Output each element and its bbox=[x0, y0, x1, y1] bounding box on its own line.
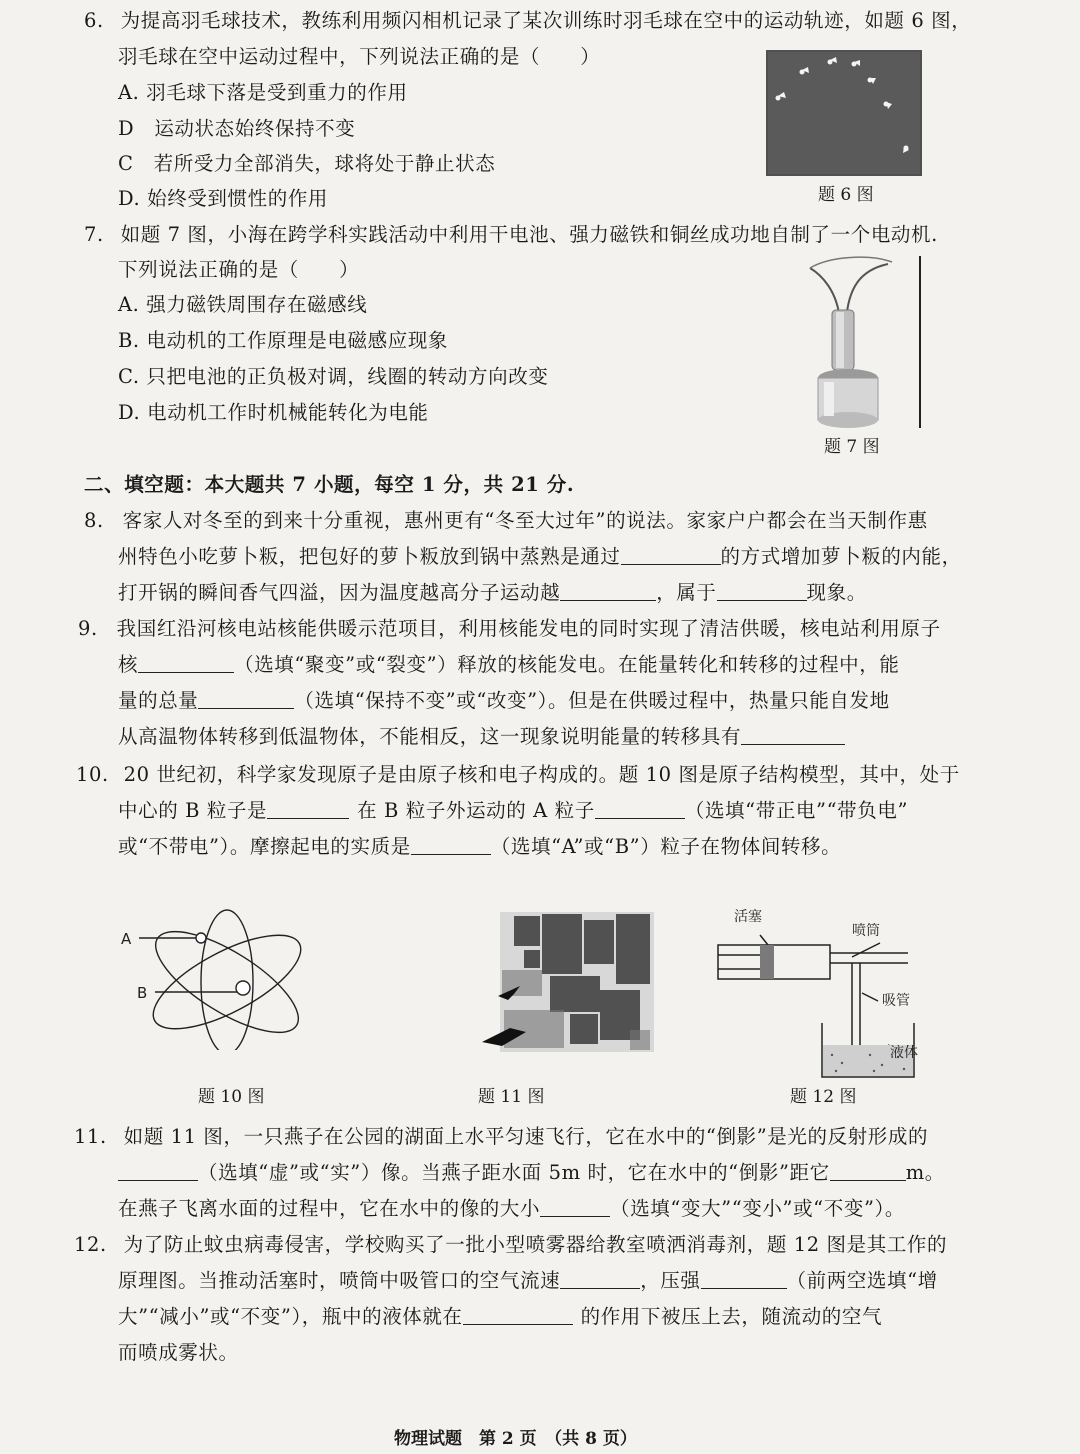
figure-6-photo bbox=[766, 50, 922, 176]
q9-line2: 核 （选填“聚变”或“裂变”）释放的核能发电。在能量转化和转移的过程中，能 bbox=[118, 653, 900, 676]
page-footer: 物理试题 第 2 页 （共 8 页） bbox=[394, 1429, 637, 1449]
q7-option-c: C. 只把电池的正负极对调，线圈的转动方向改变 bbox=[118, 365, 549, 388]
q9-blank-3 bbox=[741, 724, 845, 745]
q7-line1: 7. 如题 7 图，小海在跨学科实践活动中利用干电池、强力磁铁和铜丝成功地自制了一个电动机. bbox=[84, 223, 938, 246]
q9-line3: 量的总量 （选填“保持不变”或“改变”）。但是在供暖过程中，热量只能自发地 bbox=[118, 689, 890, 712]
q12-number: 12. bbox=[74, 1233, 107, 1256]
q11-blank-2 bbox=[830, 1160, 906, 1181]
section-2-title: 二、填空题：本大题共 7 小题，每空 1 分，共 21 分. bbox=[84, 473, 575, 496]
q9-blank-1 bbox=[138, 652, 234, 673]
q8-blank-1 bbox=[621, 544, 721, 565]
q8-line2: 州特色小吃萝卜粄，把包好的萝卜粄放到锅中蒸熟是通过 的方式增加萝卜粄的内能， bbox=[118, 545, 962, 568]
q11-line1: 11. 如题 11 图，一只燕子在公园的湖面上水平匀速飞行，它在水中的“倒影”是光的反射形成的 bbox=[74, 1125, 929, 1148]
q12-blank-1 bbox=[560, 1268, 640, 1289]
q6-option-d: D. 始终受到惯性的作用 bbox=[118, 187, 329, 210]
q7-line2: 下列说法正确的是（ ） bbox=[118, 258, 360, 281]
figure-10-label-b: B bbox=[137, 984, 148, 1002]
q12-line2: 原理图。当推动活塞时，喷筒中吸管口的空气流速 ，压强 （前两空选填“增 bbox=[118, 1269, 938, 1292]
q10-number: 10. bbox=[76, 763, 109, 786]
figure-10-caption: 题 10 图 bbox=[198, 1087, 265, 1107]
figure-10-label-a: A bbox=[121, 930, 132, 948]
figure-12-label-tube: 喷筒 bbox=[852, 923, 880, 939]
figure-12-label-straw: 吸管 bbox=[882, 993, 910, 1009]
q8-line3: 打开锅的瞬间香气四溢，因为温度越高分子运动越 ，属于 现象。 bbox=[118, 581, 867, 604]
q10-blank-3 bbox=[411, 834, 491, 855]
q8-line1: 8. 客家人对冬至的到来十分重视，惠州更有“冬至大过年”的说法。家家户户都会在当天制作惠 bbox=[84, 509, 928, 532]
q6-option-a: A. 羽毛球下落是受到重力的作用 bbox=[118, 81, 408, 104]
q10-line2: 中心的 B 粒子是 在 B 粒子外运动的 A 粒子 （选填“带正电”“带负电” bbox=[118, 799, 909, 822]
q11-line2: （选填“虚”或“实”）像。当燕子距水面 5m 时，它在水中的“倒影”距它 m。 bbox=[118, 1160, 945, 1186]
q8-blank-3 bbox=[717, 580, 807, 601]
figure-12-label-piston: 活塞 bbox=[734, 909, 762, 925]
q12-line4: 而喷成雾状。 bbox=[118, 1341, 239, 1364]
q10-blank-1 bbox=[267, 798, 349, 819]
q7-number: 7. bbox=[84, 223, 104, 246]
figure-11-caption: 题 11 图 bbox=[478, 1087, 545, 1107]
figure-6-caption: 题 6 图 bbox=[818, 185, 874, 205]
q12-blank-3 bbox=[463, 1304, 573, 1325]
q12-line3: 大”“减小”或“不变”），瓶中的液体就在 的作用下被压上去，随流动的空气 bbox=[118, 1305, 883, 1328]
q6-option-c: C 若所受力全部消失，球将处于静止状态 bbox=[118, 152, 496, 175]
figure-7-caption: 题 7 图 bbox=[824, 437, 880, 457]
figure-11-swallow-photo bbox=[480, 910, 660, 1060]
q12-blank-2 bbox=[701, 1268, 787, 1289]
figure-10-atom-model bbox=[115, 900, 315, 1050]
q9-number: 9. bbox=[78, 617, 98, 640]
q9-line4: 从高温物体转移到低温物体，不能相反，这一现象说明能量的转移具有 bbox=[118, 724, 845, 750]
figure-12-label-liquid: 液体 bbox=[890, 1045, 918, 1061]
q11-line3: 在燕子飞离水面的过程中，它在水中的像的大小 （选填“变大”“变小”或“不变”）。 bbox=[118, 1197, 905, 1220]
q6-option-b: D 运动状态始终保持不变 bbox=[118, 117, 356, 140]
q6-line2: 羽毛球在空中运动过程中，下列说法正确的是（ ） bbox=[118, 45, 601, 68]
q10-blank-2 bbox=[595, 798, 685, 819]
q9-line1: 9. 我国红沿河核电站核能供暖示范项目，利用核能发电的同时实现了清洁供暖，核电站利用原子 bbox=[78, 617, 941, 640]
q11-number: 11. bbox=[74, 1125, 107, 1148]
q11-blank-1 bbox=[118, 1160, 198, 1181]
q6-line1: 6. 为提高羽毛球技术，教练利用频闪相机记录了某次训练时羽毛球在空中的运动轨迹，如题 6 图， bbox=[84, 9, 972, 32]
q6-number: 6. bbox=[84, 9, 104, 32]
q7-option-a: A. 强力磁铁周围存在磁感线 bbox=[118, 293, 368, 316]
figure-7-motor bbox=[800, 250, 930, 435]
q10-line1: 10. 20 世纪初，科学家发现原子是由原子核和电子构成的。题 10 图是原子结构模型，其中，处于 bbox=[76, 763, 960, 786]
q12-line1: 12. 为了防止蚊虫病毒侵害，学校购买了一批小型喷雾器给教室喷洒消毒剂，题 12 图是其工作的 bbox=[74, 1233, 948, 1256]
q8-number: 8. bbox=[84, 509, 104, 532]
figure-12-sprayer-diagram bbox=[712, 905, 932, 1080]
q7-option-b: B. 电动机的工作原理是电磁感应现象 bbox=[118, 329, 449, 352]
q11-blank-3 bbox=[540, 1196, 610, 1217]
q9-blank-2 bbox=[198, 688, 294, 709]
figure-12-caption: 题 12 图 bbox=[790, 1087, 857, 1107]
q7-option-d: D. 电动机工作时机械能转化为电能 bbox=[118, 401, 429, 424]
q8-blank-2 bbox=[560, 580, 656, 601]
q10-line3: 或“不带电”）。摩擦起电的实质是 （选填“A”或“B”）粒子在物体间转移。 bbox=[118, 835, 842, 858]
